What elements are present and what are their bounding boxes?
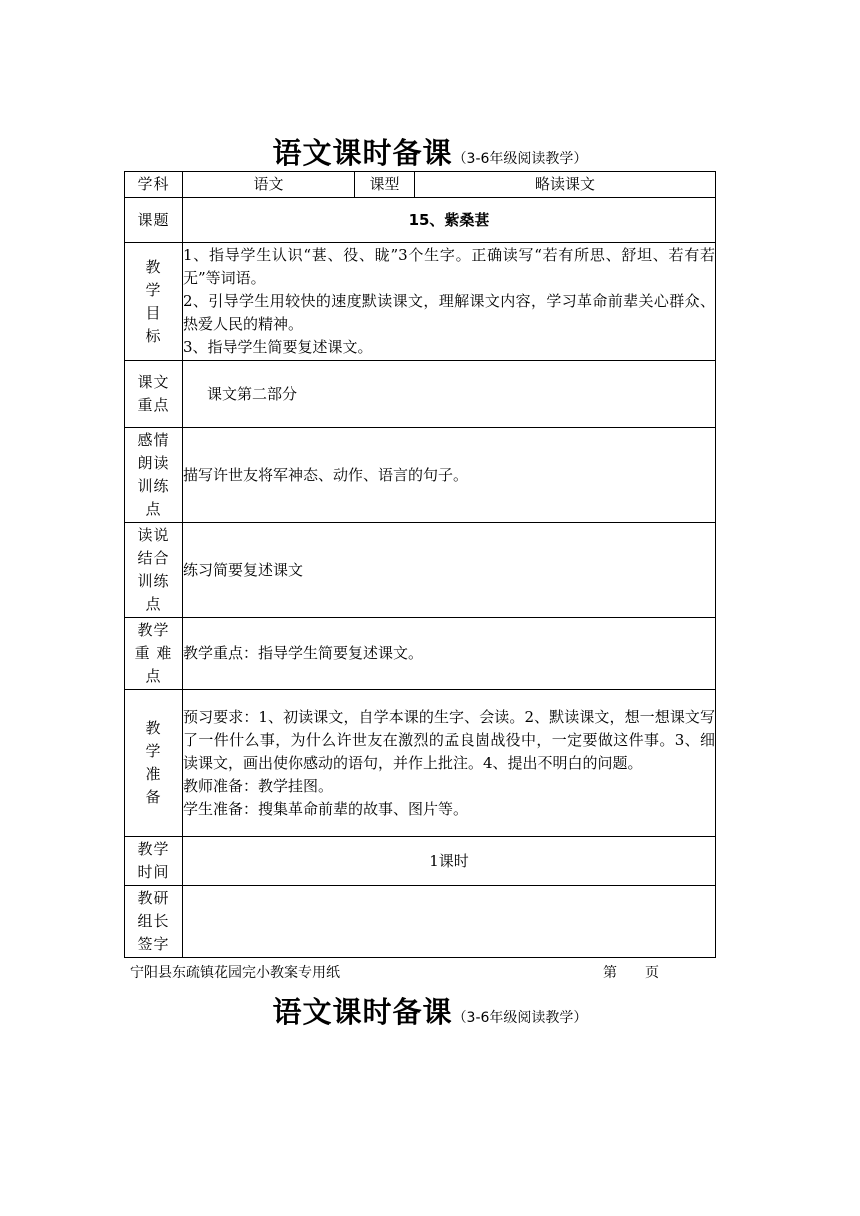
page-title [0,131,860,172]
goals-content [183,243,716,361]
topic-value: 15、紫桑葚 [183,198,716,243]
speaking-row [125,523,716,618]
key-points-value: 教学重点：指导学生简要复述课文。 [183,618,716,690]
goal-line: 3、指导学生简要复述课文。 [183,338,373,356]
subject-value: 语文 [183,172,355,198]
preparation-content [183,690,716,837]
focus-label: 课文 重点 [125,361,183,428]
focus-value: 课文第二部分 [183,361,716,428]
reading-row [125,428,716,523]
key-points-label: 教学 重 难 点 [125,618,183,690]
goals-label: 教 学 目 标 [125,243,183,361]
key-points-row [125,618,716,690]
prep-line: 学生准备：搜集革命前辈的故事、图片等。 [183,799,469,818]
type-label: 课型 [355,172,415,198]
subject-row [125,172,716,198]
preparation-label: 教 学 准 备 [125,690,183,837]
footer-school: 宁阳县东疏镇花园完小教案专用纸 [130,965,340,981]
signature-value [183,886,716,958]
preparation-row [125,690,716,837]
prep-line: 教师准备：教学挂图。 [183,776,334,795]
type-value: 略读课文 [415,172,716,198]
page-title-sub: （3-6年级阅读教学） [452,151,588,167]
goals-row [125,243,716,361]
focus-row [125,361,716,428]
signature-row [125,886,716,958]
next-page-title [0,990,860,1031]
next-page-title-main: 语文课时备课 [272,995,453,1029]
lesson-plan-table [124,171,716,958]
topic-label: 课题 [125,198,183,243]
goal-line: 2、引导学生用较快的速度默读课文，理解课文内容，学习革命前辈关心群众、热爱人民的精神。 [183,292,715,333]
subject-label: 学科 [125,172,183,198]
time-row [125,837,716,886]
footer-page-number: 第 页 [603,965,659,981]
topic-row [125,198,716,243]
reading-label: 感情 朗读 训练 点 [125,428,183,523]
prep-line: 预习要求：1、初读课文，自学本课的生字、会读。2、默读课文，想一想课文写了一件什么事，为什么许世友在激烈的孟良崮战役中，一定要做这件事。3、细读课文，画出使你感动的语句，并作上批注。4、提出不明白的问题。 [183,707,715,772]
time-value: 1课时 [183,837,716,886]
signature-label: 教研 组长 签字 [125,886,183,958]
speaking-label: 读说 结合 训练 点 [125,523,183,618]
time-label: 教学 时间 [125,837,183,886]
reading-value: 描写许世友将军神态、动作、语言的句子。 [183,428,716,523]
next-page-title-sub: （3-6年级阅读教学） [452,1010,588,1026]
page-title-main: 语文课时备课 [272,136,453,170]
speaking-value: 练习简要复述课文 [183,523,716,618]
goal-line: 1、指导学生认识“葚、役、眬”3个生字。正确读写“若有所思、舒坦、若有若无”等词语。 [183,246,715,287]
